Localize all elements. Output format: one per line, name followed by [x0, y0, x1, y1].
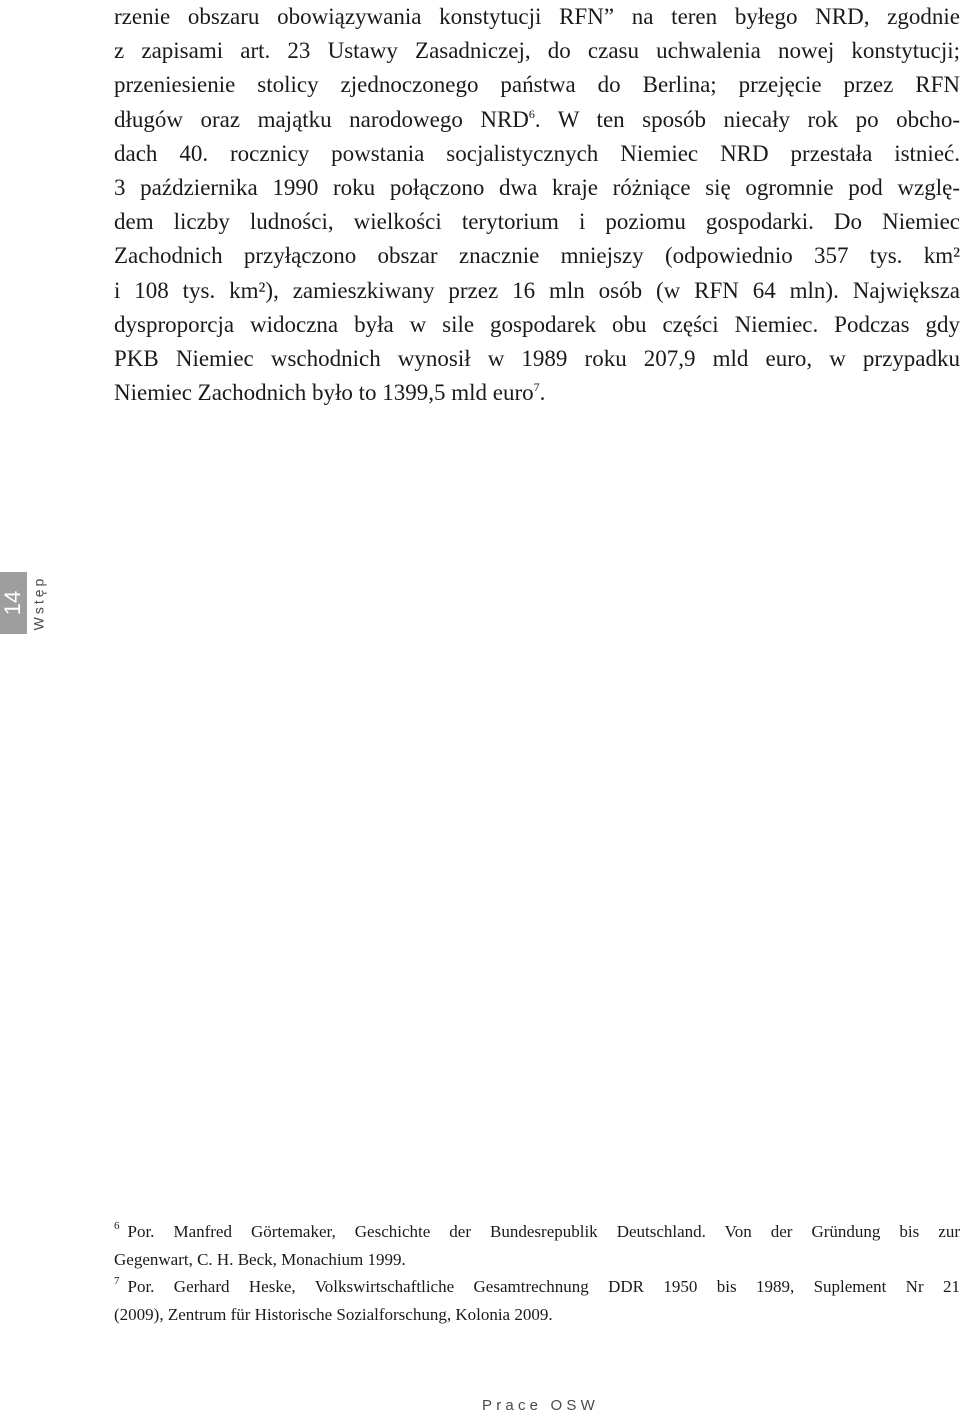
paragraph-line: 3 października 1990 roku połączono dwa kraje różniące się ogromnie pod wzglę-	[114, 175, 960, 201]
paragraph-line: z zapisami art. 23 Ustawy Zasadniczej, do czasu uchwalenia nowej konstytucji;	[114, 38, 960, 64]
footnote-text: Por. Manfred Görtemaker, Geschichte der Bundesrepublik Deutschland. Von der Gründung bis zur	[127, 1222, 960, 1241]
paragraph-line: Zachodnich przyłączono obszar znacznie mniejszy (odpowiednio 357 tys. km²	[114, 243, 960, 269]
main-paragraph	[114, 0, 960, 410]
footnote-line	[114, 1218, 960, 1246]
page-number-tab	[0, 572, 27, 634]
paragraph-line	[114, 376, 960, 410]
footnote-number: 6	[114, 1220, 120, 1232]
footnote-text: Por. Gerhard Heske, Volkswirtschaftliche Gesamtrechnung DDR 1950 bis 1989, Suplement Nr 21	[127, 1277, 960, 1296]
footnote-number: 7	[114, 1275, 120, 1287]
publication-footer: Prace OSW	[482, 1397, 599, 1414]
paragraph-line	[114, 103, 960, 137]
paragraph-line: dach 40. rocznicy powstania socjalistycznych Niemiec NRD przestała istnieć.	[114, 140, 960, 166]
paragraph-line: PKB Niemiec wschodnich wynosił w 1989 roku 207,9 mld euro, w przypadku	[114, 346, 960, 372]
paragraph-line: dysproporcja widoczna była w sile gospodarek obu części Niemiec. Podczas gdy	[114, 311, 960, 337]
paragraph-line: dem liczby ludności, wielkości terytorium i poziomu gospodarki. Do Niemiec	[114, 209, 960, 235]
paragraph-text: Niemiec Zachodnich było to 1399,5 mld euro	[114, 380, 534, 406]
footnote-line: (2009), Zentrum für Historische Sozialforschung, Kolonia 2009.	[114, 1304, 553, 1324]
paragraph-text: długów oraz majątku narodowego NRD	[114, 106, 529, 132]
section-label-tab	[28, 572, 48, 634]
section-label: Wstęp	[30, 575, 46, 631]
footnote-ref-6[interactable]: 6	[528, 106, 535, 121]
paragraph-text: .	[539, 380, 546, 406]
footnote-line	[114, 1273, 960, 1301]
page-number: 14	[0, 590, 26, 616]
footnote-line: Gegenwart, C. H. Beck, Monachium 1999.	[114, 1249, 406, 1269]
paragraph-line: przeniesienie stolicy zjednoczonego państwa do Berlina; przejęcie przez RFN	[114, 72, 960, 98]
footnote-7	[114, 1273, 960, 1328]
side-marker	[0, 572, 50, 634]
footnote-6	[114, 1218, 960, 1273]
footnote-ref-7[interactable]: 7	[533, 380, 540, 395]
paragraph-line: i 108 tys. km²), zamieszkiwany przez 16 mln osób (w RFN 64 mln). Największa	[114, 277, 960, 303]
paragraph-line: rzenie obszaru obowiązywania konstytucji RFN” na teren byłego NRD, zgodnie	[114, 4, 960, 29]
footnotes	[114, 1218, 960, 1328]
paragraph-text: . W ten sposób niecały rok po obcho-	[534, 106, 960, 132]
